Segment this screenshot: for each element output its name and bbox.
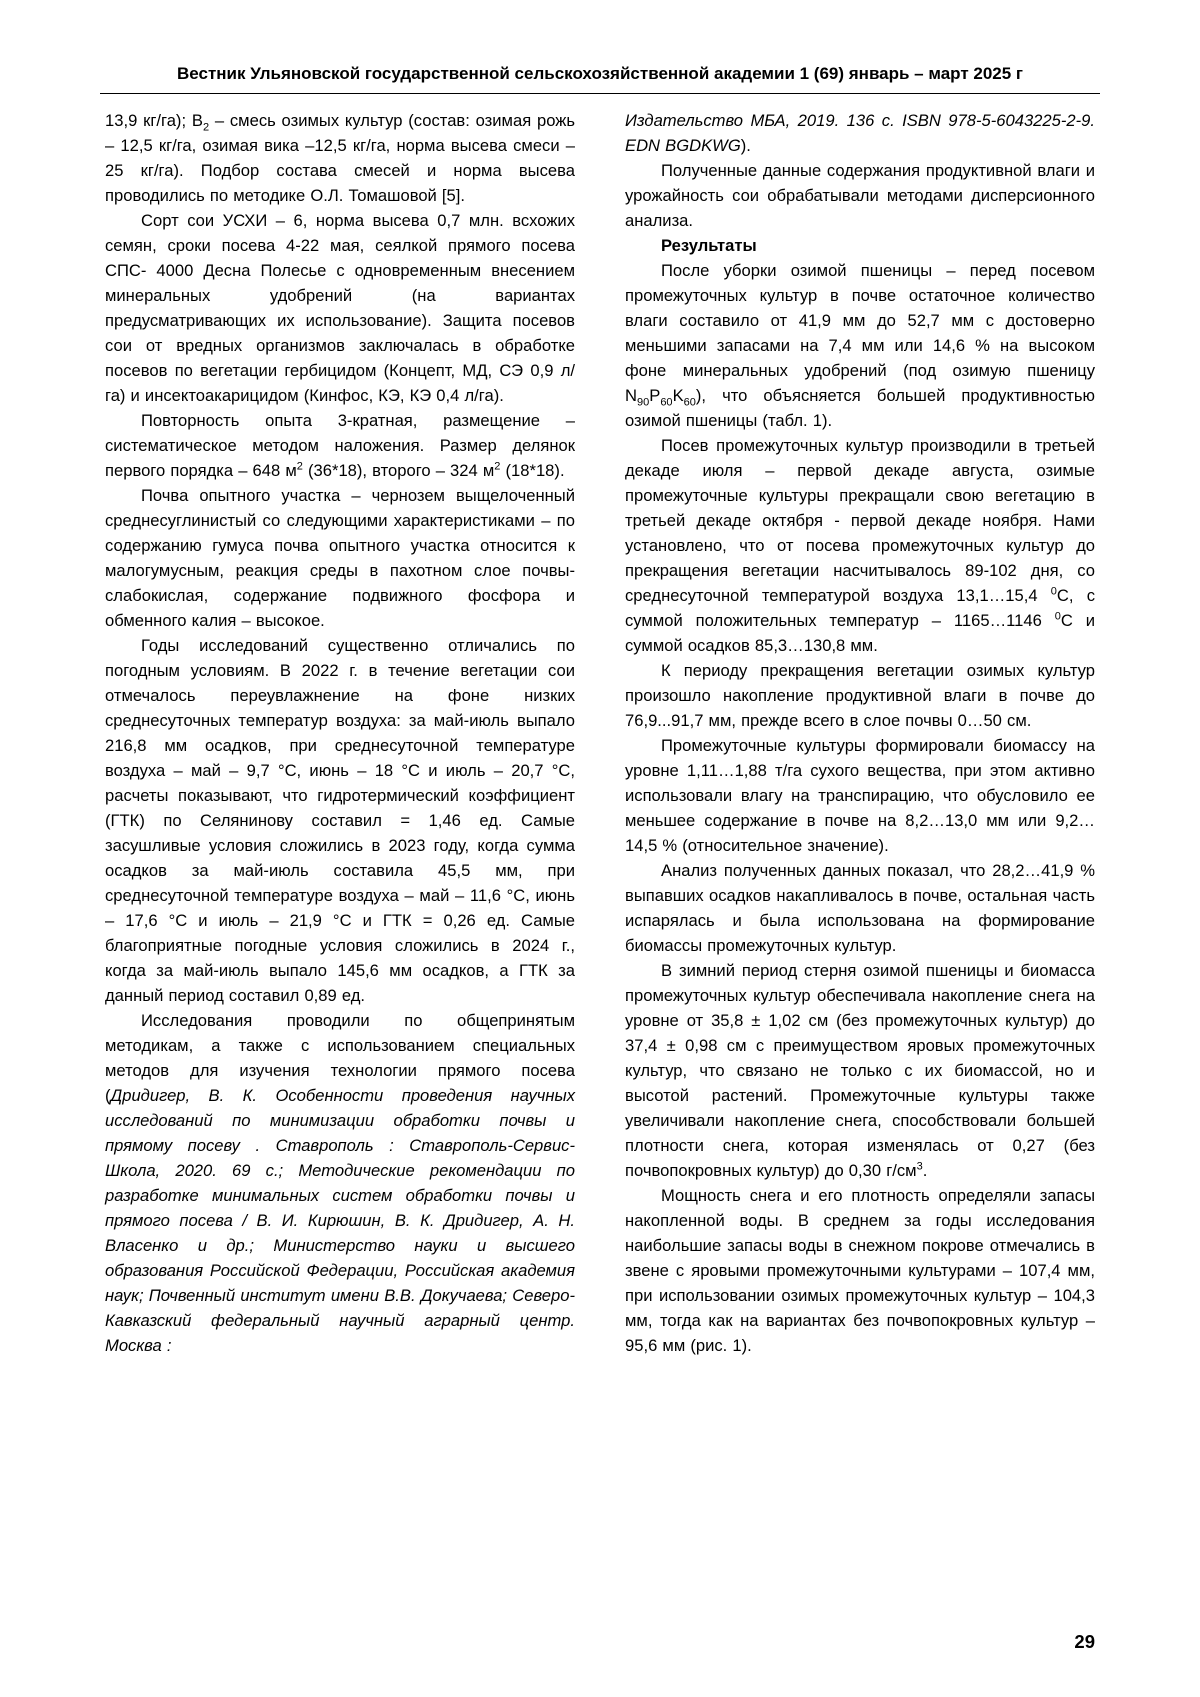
text-segment: ). xyxy=(740,136,751,156)
text-segment: В зимний период стерня озимой пшеницы и биомасса промежуточных культур обеспечивала накопление снега на уровне от 35,8 ± 1,02 см (без промежуточных культур) до 37,4 ± 0,98 см с преимуществом яровых промежуточных культур, что связано не только с их биомассой, но и высотой растений. Промежуточные культуры также увеличивали накопление снега, способствовали большей плотности снега, которая изменялась от 0,27 (без почвопокровных культур) до 0,30 г/см xyxy=(625,961,1095,1181)
paragraph xyxy=(625,158,1095,233)
text-segment: Анализ полученных данных показал, что 28,2…41,9 % выпавших осадков накапливалось в почве, остальная часть испарялась и была использована на формирование биомассы промежуточных культур. xyxy=(625,861,1095,956)
text-segment: 90 xyxy=(636,396,650,409)
journal-header: Вестник Ульяновской государственной сельскохозяйственной академии 1 (69) январь – март 2025 г xyxy=(100,0,1100,94)
text-segment: K xyxy=(672,386,684,406)
text-segment: 2 xyxy=(202,121,210,134)
text-segment: P xyxy=(649,386,661,406)
text-segment: К периоду прекращения вегетации озимых культур произошло накопление продуктивной влаги в почве до 76,9...91,7 мм, прежде всего в слое почвы 0…50 см. xyxy=(625,661,1095,731)
text-segment: 2 xyxy=(296,460,303,473)
text-segment: 0 xyxy=(1054,610,1061,623)
paragraph xyxy=(625,1183,1095,1358)
text-segment: Посев промежуточных культур производили в третьей декаде июля – первой декаде августа, озимые промежуточные культуры прекращали свою вегетацию в третьей декаде октября - первой декаде ноября. Нами установлено, что от посева промежуточных культур до прекращения вегетации насчитывалось 89-102 дня, со среднесуточной температурой воздуха 13,1…15,4 xyxy=(625,436,1095,606)
paragraph xyxy=(105,483,575,633)
text-segment: Годы исследований существенно отличались по погодным условиям. В 2022 г. в течение вегетации сои отмечалось переувлажнение на фоне низких среднесуточных температур воздуха: за май-июль выпало 216,8 мм осадков, при среднесуточной температуре воздуха – май – 9,7 °С, июнь – 18 °С и июль – 20,7 °С, расчеты показывают, что гидротермический коэффициент (ГТК) по Селянинову составил = 1,46 ед. Самые засушливые условия сложились в 2023 году, когда сумма осадков за май-июль составила 45,5 мм, при среднесуточной температуре воздуха – май – 11,6 °С, июнь – 17,6 °С и июль – 21,9 °С и ГТК = 0,26 ед. Самые благоприятные погодные условия сложились в 2024 г., когда за май-июль выпало 145,6 мм осадков, а ГТК за данный период составил 0,89 ед. xyxy=(105,636,575,1006)
paragraph xyxy=(105,108,575,208)
text-segment: Издательство МБА, 2019. 136 с. ISBN 978-5-6043225-2-9. EDN BGDKWG xyxy=(625,111,1095,156)
text-segment: – смесь озимых культур (состав: озимая рожь – 12,5 кг/га, озимая вика –12,5 кг/га, норма высева смеси – 25 кг/га). Подбор состава смесей и норма высева проводились по методике О.Л. Томашовой [5]. xyxy=(105,111,575,206)
text-segment: . xyxy=(922,1161,928,1181)
paragraph xyxy=(625,433,1095,658)
paragraph xyxy=(625,108,1095,158)
paragraph xyxy=(625,858,1095,958)
text-segment: ), что объясняется большей продуктивностью озимой пшеницы (табл. 1). xyxy=(625,386,1095,431)
text-segment: Дридигер, В. К. Особенности проведения научных исследований по минимизации обработки почвы и прямому посеву . Ставрополь : Ставрополь-Сервис-Школа, 2020. 69 с.; Методические рекомендации по разработке минимальных систем обработки почвы и прямого посева / В. И. Кирюшин, В. К. Дридигер, А. Н. Власенко и др.; Министерство науки и высшего образования Российской Федерации, Российская академия наук; Почвенный институт имени В.В. Докучаева; Северо-Кавказский федеральный научный аграрный центр. Москва : xyxy=(105,1086,575,1356)
page-number: 29 xyxy=(1074,1631,1095,1652)
text-segment: (18*18). xyxy=(500,461,565,481)
paragraph xyxy=(625,958,1095,1183)
text-segment: Почва опытного участка – чернозем выщелоченный среднесуглинистый со следующими характеристиками – по содержанию гумуса почва опытного участка относится к малогумусным, реакция среды в пахотном слое почвы-слабокислая, содержание подвижного фосфора и обменного калия – высокое. xyxy=(105,486,575,631)
text-segment: (36*18), второго – 324 м xyxy=(302,461,495,481)
paragraph xyxy=(625,233,1095,258)
right-column xyxy=(625,108,1095,1358)
paragraph xyxy=(105,1008,575,1358)
article-body xyxy=(105,108,1095,1358)
text-segment: Полученные данные содержания продуктивной влаги и урожайность сои обрабатывали методами дисперсионного анализа. xyxy=(625,161,1095,231)
text-segment: С и суммой осадков 85,3…130,8 мм. xyxy=(625,611,1095,656)
paragraph xyxy=(625,733,1095,858)
text-segment: Промежуточные культуры формировали биомассу на уровне 1,11…1,88 т/га сухого вещества, при этом активно использовали влагу на транспирацию, что обусловило ее меньшее содержание в почве на 8,2…13,0 мм или 9,2…14,5 % (относительное значение). xyxy=(625,736,1095,856)
left-column xyxy=(105,108,575,1358)
text-segment: Повторность опыта 3-кратная, размещение – систематическое методом наложения. Размер делянок первого порядка – 648 м xyxy=(105,411,575,481)
text-segment: Результаты xyxy=(661,236,757,256)
paragraph xyxy=(105,208,575,408)
text-segment: 0 xyxy=(1050,585,1057,598)
paragraph xyxy=(105,408,575,483)
text-segment: Исследования проводили по общепринятым методикам, а также с использованием специальных методов для изучения технологии прямого посева ( xyxy=(105,1011,575,1106)
text-segment: После уборки озимой пшеницы – перед посевом промежуточных культур в почве остаточное количество влаги составило от 41,9 мм до 52,7 мм с достоверно меньшими запасами на 7,4 мм или 14,6 % на высоком фоне минеральных удобрений (под озимую пшеницу N xyxy=(625,261,1095,406)
paragraph xyxy=(105,633,575,1008)
text-segment: 60 xyxy=(660,396,673,409)
text-segment: С, с суммой положительных температур – 1165…1146 xyxy=(625,586,1095,631)
text-segment: 3 xyxy=(916,1160,923,1173)
paragraph xyxy=(625,658,1095,733)
text-segment: Мощность снега и его плотность определяли запасы накопленной воды. В среднем за годы исследования наибольшие запасы воды в снежном покрове отмечались в звене с яровыми промежуточными культурами – 107,4 мм, при использовании озимых промежуточных культур – 104,3 мм, тогда как на вариантах без почвопокровных культур – 95,6 мм (рис. 1). xyxy=(625,1186,1095,1356)
paragraph xyxy=(625,258,1095,433)
text-segment: 13,9 кг/га); В xyxy=(105,111,203,131)
text-segment: 60 xyxy=(683,396,696,409)
text-segment: Сорт сои УСХИ – 6, норма высева 0,7 млн. всхожих семян, сроки посева 4-22 мая, сеялкой прямого посева СПС- 4000 Десна Полесье с одновременным внесением минеральных удобрений (на вариантах предусматривающих их использование). Защита посевов сои от вредных организмов заключалась в обработке посевов по вегетации гербицидом (Концепт, МД, СЭ 0,9 л/га) и инсектоакарицидом (Кинфос, КЭ, КЭ 0,4 л/га). xyxy=(105,211,575,406)
text-segment: 2 xyxy=(494,460,501,473)
